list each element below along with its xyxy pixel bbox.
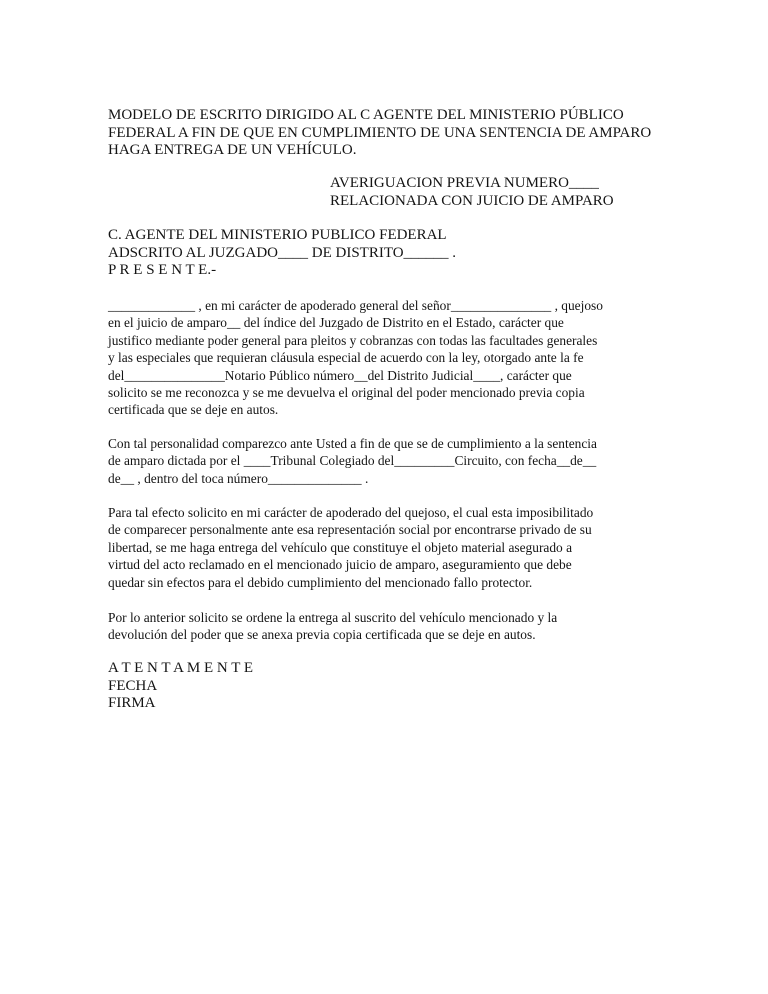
addressee-line: ADSCRITO AL JUZGADO____ DE DISTRITO______ . xyxy=(108,244,457,261)
paragraph-line: del_______________Notario Público número__del Distrito Judicial____, carácter que xyxy=(108,367,572,383)
paragraph-line: de amparo dictada por el ____Tribunal Colegiado del_________Circuito, con fecha__de__ xyxy=(108,453,597,469)
document-title xyxy=(108,107,668,160)
paragraph-line: _____________ , en mi carácter de apoderado general del señor_______________ , quejoso xyxy=(108,298,603,313)
paragraph-line: solicito se me reconozca y se me devuelva el original del poder mencionado previa copia xyxy=(108,385,585,401)
paragraph-line: justifico mediante poder general para pleitos y cobranzas con todas las facultades generales xyxy=(108,332,598,348)
date-line: FECHA xyxy=(108,677,158,694)
paragraph-appearance xyxy=(108,435,660,487)
paragraph-line: Por lo anterior solicito se ordene la entrega al suscrito del vehículo mencionado y la xyxy=(108,610,558,625)
paragraph-request xyxy=(108,504,660,591)
closing-block xyxy=(108,660,253,713)
title-line: MODELO DE ESCRITO DIRIGIDO AL C AGENTE DEL MINISTERIO PÚBLICO xyxy=(108,107,624,123)
case-reference xyxy=(330,175,614,210)
paragraph-line: virtud del acto reclamado en el mencionado juicio de amparo, aseguramiento que debe xyxy=(108,557,572,573)
paragraph-line: y las especiales que requieran cláusula especial de acuerdo con la ley, otorgado ante la fe xyxy=(108,350,584,366)
paragraph-line: en el juicio de amparo__ del índice del Juzgado de Distrito en el Estado, carácter que xyxy=(108,315,564,331)
closing-salutation: A T E N T A M E N T E xyxy=(108,660,254,676)
addressee-line: P R E S E N T E.- xyxy=(108,262,217,278)
signature-line: FIRMA xyxy=(108,695,156,711)
paragraph-conclusion xyxy=(108,609,660,644)
paragraph-line: de comparecer personalmente ante esa representación social por encontrarse privado de su xyxy=(108,522,592,538)
paragraph-line: devolución del poder que se anexa previa copia certificada que se deje en autos. xyxy=(108,627,536,643)
paragraph-line: certificada que se deje en autos. xyxy=(108,402,279,418)
paragraph-line: Para tal efecto solicito en mi carácter de apoderado del quejoso, el cual esta imposibilitado xyxy=(108,505,594,520)
title-line: HAGA ENTREGA DE UN VEHÍCULO. xyxy=(108,142,357,158)
reference-line: RELACIONADA CON JUICIO DE AMPARO xyxy=(330,192,614,209)
title-line: FEDERAL A FIN DE QUE EN CUMPLIMIENTO DE UNA SENTENCIA DE AMPARO xyxy=(108,124,652,141)
paragraph-representation xyxy=(108,297,660,419)
reference-line: AVERIGUACION PREVIA NUMERO____ xyxy=(330,175,599,191)
paragraph-line: libertad, se me haga entrega del vehículo que constituye el objeto material asegurado a xyxy=(108,539,573,555)
addressee-line: C. AGENTE DEL MINISTERIO PUBLICO FEDERAL xyxy=(108,227,447,243)
paragraph-line: de__ , dentro del toca número______________ . xyxy=(108,470,369,486)
paragraph-line: Con tal personalidad comparezco ante Usted a fin de que se de cumplimiento a la sentencia xyxy=(108,436,597,451)
addressee-block xyxy=(108,227,456,280)
paragraph-line: quedar sin efectos para el debido cumplimiento del mencionado fallo protector. xyxy=(108,574,533,590)
